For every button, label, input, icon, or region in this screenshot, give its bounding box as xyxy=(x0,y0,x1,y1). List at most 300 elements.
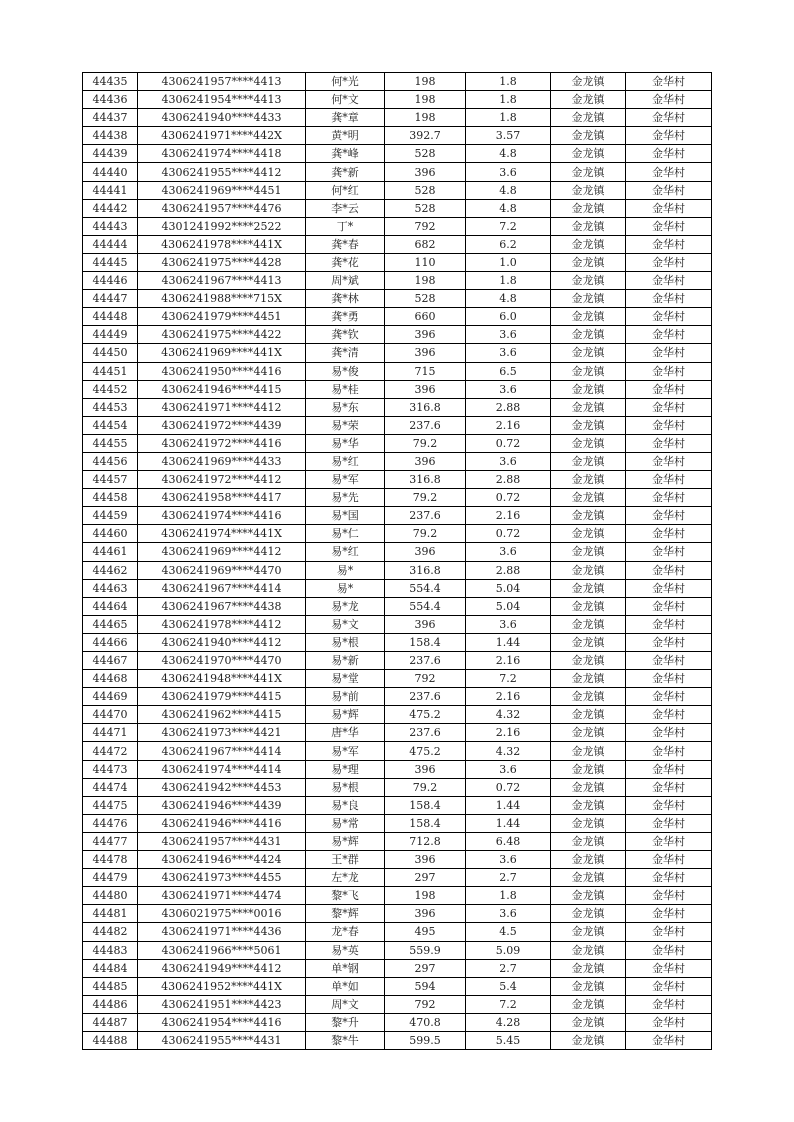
id-number-cell: 4306241988****715X xyxy=(138,290,306,308)
table-row xyxy=(83,796,712,814)
amount-cell: 0.72 xyxy=(466,525,551,543)
id-number-cell: 4306241957****4413 xyxy=(138,73,306,91)
area-cell: 110 xyxy=(385,253,466,271)
area-cell: 396 xyxy=(385,543,466,561)
area-cell: 316.8 xyxy=(385,561,466,579)
amount-cell: 3.57 xyxy=(466,127,551,145)
amount-cell: 2.88 xyxy=(466,398,551,416)
table-row xyxy=(83,362,712,380)
town-cell: 金龙镇 xyxy=(551,362,626,380)
area-cell: 792 xyxy=(385,670,466,688)
town-cell: 金龙镇 xyxy=(551,489,626,507)
table-row xyxy=(83,127,712,145)
amount-cell: 3.6 xyxy=(466,452,551,470)
id-number-cell: 4306241969****4470 xyxy=(138,561,306,579)
table-row xyxy=(83,91,712,109)
table-row xyxy=(83,145,712,163)
village-cell: 金华村 xyxy=(626,543,712,561)
name-cell: 唐*华 xyxy=(306,724,385,742)
row-number-cell: 44440 xyxy=(83,163,138,181)
id-number-cell: 4306241971****442X xyxy=(138,127,306,145)
area-cell: 470.8 xyxy=(385,1013,466,1031)
area-cell: 528 xyxy=(385,199,466,217)
village-cell: 金华村 xyxy=(626,652,712,670)
village-cell: 金华村 xyxy=(626,851,712,869)
name-cell: 易*堂 xyxy=(306,670,385,688)
row-number-cell: 44454 xyxy=(83,416,138,434)
id-number-cell: 4306241948****441X xyxy=(138,670,306,688)
amount-cell: 4.8 xyxy=(466,290,551,308)
row-number-cell: 44481 xyxy=(83,905,138,923)
id-number-cell: 4306241969****4433 xyxy=(138,452,306,470)
table-row xyxy=(83,73,712,91)
table-row xyxy=(83,832,712,850)
amount-cell: 1.8 xyxy=(466,887,551,905)
row-number-cell: 44437 xyxy=(83,109,138,127)
table-row xyxy=(83,706,712,724)
table-row xyxy=(83,471,712,489)
town-cell: 金龙镇 xyxy=(551,398,626,416)
town-cell: 金龙镇 xyxy=(551,416,626,434)
area-cell: 475.2 xyxy=(385,742,466,760)
id-number-cell: 4306241974****4414 xyxy=(138,760,306,778)
area-cell: 79.2 xyxy=(385,525,466,543)
id-number-cell: 4306241958****4417 xyxy=(138,489,306,507)
amount-cell: 4.8 xyxy=(466,199,551,217)
name-cell: 易*前 xyxy=(306,688,385,706)
area-cell: 198 xyxy=(385,272,466,290)
row-number-cell: 44464 xyxy=(83,597,138,615)
table-row xyxy=(83,652,712,670)
amount-cell: 1.44 xyxy=(466,796,551,814)
village-cell: 金华村 xyxy=(626,941,712,959)
table-row xyxy=(83,543,712,561)
village-cell: 金华村 xyxy=(626,362,712,380)
row-number-cell: 44485 xyxy=(83,977,138,995)
name-cell: 易*先 xyxy=(306,489,385,507)
table-row xyxy=(83,615,712,633)
town-cell: 金龙镇 xyxy=(551,434,626,452)
town-cell: 金龙镇 xyxy=(551,73,626,91)
village-cell: 金华村 xyxy=(626,977,712,995)
area-cell: 396 xyxy=(385,344,466,362)
amount-cell: 1.8 xyxy=(466,91,551,109)
name-cell: 龚*花 xyxy=(306,253,385,271)
town-cell: 金龙镇 xyxy=(551,380,626,398)
row-number-cell: 44456 xyxy=(83,452,138,470)
name-cell: 龚*清 xyxy=(306,344,385,362)
town-cell: 金龙镇 xyxy=(551,869,626,887)
table-row xyxy=(83,163,712,181)
name-cell: 何*红 xyxy=(306,181,385,199)
area-cell: 198 xyxy=(385,109,466,127)
village-cell: 金华村 xyxy=(626,290,712,308)
amount-cell: 2.16 xyxy=(466,652,551,670)
amount-cell: 5.45 xyxy=(466,1031,551,1049)
town-cell: 金龙镇 xyxy=(551,525,626,543)
area-cell: 396 xyxy=(385,851,466,869)
town-cell: 金龙镇 xyxy=(551,652,626,670)
village-cell: 金华村 xyxy=(626,434,712,452)
row-number-cell: 44450 xyxy=(83,344,138,362)
area-cell: 712.8 xyxy=(385,832,466,850)
table-row xyxy=(83,326,712,344)
amount-cell: 3.6 xyxy=(466,760,551,778)
amount-cell: 6.0 xyxy=(466,308,551,326)
table-row xyxy=(83,1013,712,1031)
table-row xyxy=(83,597,712,615)
name-cell: 周*文 xyxy=(306,995,385,1013)
area-cell: 554.4 xyxy=(385,579,466,597)
town-cell: 金龙镇 xyxy=(551,452,626,470)
name-cell: 龚*章 xyxy=(306,109,385,127)
name-cell: 易*辉 xyxy=(306,832,385,850)
id-number-cell: 4306241970****4470 xyxy=(138,652,306,670)
town-cell: 金龙镇 xyxy=(551,326,626,344)
amount-cell: 3.6 xyxy=(466,851,551,869)
name-cell: 龚*春 xyxy=(306,235,385,253)
name-cell: 易*华 xyxy=(306,434,385,452)
area-cell: 297 xyxy=(385,869,466,887)
town-cell: 金龙镇 xyxy=(551,905,626,923)
table-row xyxy=(83,434,712,452)
village-cell: 金华村 xyxy=(626,724,712,742)
town-cell: 金龙镇 xyxy=(551,597,626,615)
town-cell: 金龙镇 xyxy=(551,778,626,796)
table-row xyxy=(83,380,712,398)
amount-cell: 3.6 xyxy=(466,326,551,344)
row-number-cell: 44435 xyxy=(83,73,138,91)
table-row xyxy=(83,344,712,362)
village-cell: 金华村 xyxy=(626,887,712,905)
id-number-cell: 4306241972****4412 xyxy=(138,471,306,489)
table-row xyxy=(83,398,712,416)
row-number-cell: 44476 xyxy=(83,814,138,832)
village-cell: 金华村 xyxy=(626,579,712,597)
table-row xyxy=(83,525,712,543)
row-number-cell: 44488 xyxy=(83,1031,138,1049)
name-cell: 龚*峰 xyxy=(306,145,385,163)
name-cell: 易*国 xyxy=(306,507,385,525)
table-row xyxy=(83,579,712,597)
amount-cell: 1.44 xyxy=(466,814,551,832)
table-row xyxy=(83,724,712,742)
row-number-cell: 44487 xyxy=(83,1013,138,1031)
name-cell: 易*根 xyxy=(306,778,385,796)
town-cell: 金龙镇 xyxy=(551,851,626,869)
id-number-cell: 4306241974****4416 xyxy=(138,507,306,525)
name-cell: 丁* xyxy=(306,217,385,235)
table-row xyxy=(83,814,712,832)
amount-cell: 7.2 xyxy=(466,217,551,235)
amount-cell: 3.6 xyxy=(466,344,551,362)
id-number-cell: 4306241940****4412 xyxy=(138,633,306,651)
town-cell: 金龙镇 xyxy=(551,615,626,633)
row-number-cell: 44457 xyxy=(83,471,138,489)
name-cell: 易*军 xyxy=(306,471,385,489)
area-cell: 158.4 xyxy=(385,796,466,814)
area-cell: 198 xyxy=(385,887,466,905)
table-row xyxy=(83,507,712,525)
village-cell: 金华村 xyxy=(626,688,712,706)
row-number-cell: 44449 xyxy=(83,326,138,344)
amount-cell: 5.4 xyxy=(466,977,551,995)
amount-cell: 6.48 xyxy=(466,832,551,850)
amount-cell: 3.6 xyxy=(466,380,551,398)
name-cell: 黎*升 xyxy=(306,1013,385,1031)
name-cell: 李*云 xyxy=(306,199,385,217)
table-body xyxy=(83,73,712,1050)
table-row xyxy=(83,290,712,308)
town-cell: 金龙镇 xyxy=(551,633,626,651)
data-table xyxy=(82,72,712,1050)
name-cell: 何*光 xyxy=(306,73,385,91)
area-cell: 660 xyxy=(385,308,466,326)
village-cell: 金华村 xyxy=(626,959,712,977)
row-number-cell: 44462 xyxy=(83,561,138,579)
town-cell: 金龙镇 xyxy=(551,199,626,217)
area-cell: 237.6 xyxy=(385,507,466,525)
town-cell: 金龙镇 xyxy=(551,814,626,832)
id-number-cell: 4306021975****0016 xyxy=(138,905,306,923)
row-number-cell: 44442 xyxy=(83,199,138,217)
village-cell: 金华村 xyxy=(626,452,712,470)
row-number-cell: 44475 xyxy=(83,796,138,814)
name-cell: 易*辉 xyxy=(306,706,385,724)
table-row xyxy=(83,869,712,887)
amount-cell: 0.72 xyxy=(466,434,551,452)
id-number-cell: 4306241974****4418 xyxy=(138,145,306,163)
name-cell: 单*如 xyxy=(306,977,385,995)
village-cell: 金华村 xyxy=(626,923,712,941)
name-cell: 易*军 xyxy=(306,742,385,760)
id-number-cell: 4306241946****4439 xyxy=(138,796,306,814)
village-cell: 金华村 xyxy=(626,796,712,814)
area-cell: 316.8 xyxy=(385,471,466,489)
id-number-cell: 4306241962****4415 xyxy=(138,706,306,724)
village-cell: 金华村 xyxy=(626,742,712,760)
table-row xyxy=(83,670,712,688)
area-cell: 316.8 xyxy=(385,398,466,416)
amount-cell: 2.16 xyxy=(466,724,551,742)
name-cell: 黎*飞 xyxy=(306,887,385,905)
row-number-cell: 44444 xyxy=(83,235,138,253)
row-number-cell: 44460 xyxy=(83,525,138,543)
name-cell: 龚*钦 xyxy=(306,326,385,344)
town-cell: 金龙镇 xyxy=(551,760,626,778)
table-row xyxy=(83,851,712,869)
table-row xyxy=(83,887,712,905)
amount-cell: 3.6 xyxy=(466,543,551,561)
area-cell: 237.6 xyxy=(385,724,466,742)
area-cell: 682 xyxy=(385,235,466,253)
amount-cell: 3.6 xyxy=(466,615,551,633)
area-cell: 396 xyxy=(385,905,466,923)
id-number-cell: 4306241969****4451 xyxy=(138,181,306,199)
amount-cell: 5.09 xyxy=(466,941,551,959)
area-cell: 396 xyxy=(385,380,466,398)
name-cell: 易*常 xyxy=(306,814,385,832)
id-number-cell: 4306241951****4423 xyxy=(138,995,306,1013)
area-cell: 528 xyxy=(385,181,466,199)
area-cell: 594 xyxy=(385,977,466,995)
area-cell: 792 xyxy=(385,217,466,235)
id-number-cell: 4306241975****4428 xyxy=(138,253,306,271)
table-row xyxy=(83,995,712,1013)
town-cell: 金龙镇 xyxy=(551,91,626,109)
village-cell: 金华村 xyxy=(626,995,712,1013)
name-cell: 易* xyxy=(306,561,385,579)
area-cell: 528 xyxy=(385,290,466,308)
id-number-cell: 4306241969****4412 xyxy=(138,543,306,561)
amount-cell: 1.44 xyxy=(466,633,551,651)
row-number-cell: 44478 xyxy=(83,851,138,869)
id-number-cell: 4306241955****4431 xyxy=(138,1031,306,1049)
town-cell: 金龙镇 xyxy=(551,471,626,489)
town-cell: 金龙镇 xyxy=(551,977,626,995)
id-number-cell: 4306241973****4455 xyxy=(138,869,306,887)
village-cell: 金华村 xyxy=(626,1013,712,1031)
area-cell: 198 xyxy=(385,73,466,91)
area-cell: 79.2 xyxy=(385,489,466,507)
row-number-cell: 44448 xyxy=(83,308,138,326)
id-number-cell: 4306241946****4424 xyxy=(138,851,306,869)
town-cell: 金龙镇 xyxy=(551,941,626,959)
name-cell: 易*俊 xyxy=(306,362,385,380)
id-number-cell: 4306241952****441X xyxy=(138,977,306,995)
table-row xyxy=(83,199,712,217)
id-number-cell: 4306241950****4416 xyxy=(138,362,306,380)
name-cell: 易*荣 xyxy=(306,416,385,434)
area-cell: 396 xyxy=(385,615,466,633)
name-cell: 黄*明 xyxy=(306,127,385,145)
village-cell: 金华村 xyxy=(626,235,712,253)
town-cell: 金龙镇 xyxy=(551,217,626,235)
table-row xyxy=(83,253,712,271)
table-row xyxy=(83,489,712,507)
table-row xyxy=(83,959,712,977)
table-row xyxy=(83,923,712,941)
village-cell: 金华村 xyxy=(626,905,712,923)
row-number-cell: 44480 xyxy=(83,887,138,905)
village-cell: 金华村 xyxy=(626,561,712,579)
amount-cell: 1.8 xyxy=(466,109,551,127)
amount-cell: 2.7 xyxy=(466,869,551,887)
village-cell: 金华村 xyxy=(626,272,712,290)
village-cell: 金华村 xyxy=(626,145,712,163)
town-cell: 金龙镇 xyxy=(551,290,626,308)
name-cell: 易*东 xyxy=(306,398,385,416)
village-cell: 金华村 xyxy=(626,199,712,217)
village-cell: 金华村 xyxy=(626,525,712,543)
town-cell: 金龙镇 xyxy=(551,181,626,199)
village-cell: 金华村 xyxy=(626,507,712,525)
village-cell: 金华村 xyxy=(626,181,712,199)
town-cell: 金龙镇 xyxy=(551,507,626,525)
town-cell: 金龙镇 xyxy=(551,688,626,706)
row-number-cell: 44451 xyxy=(83,362,138,380)
table-row xyxy=(83,688,712,706)
id-number-cell: 4306241967****4414 xyxy=(138,742,306,760)
amount-cell: 1.8 xyxy=(466,73,551,91)
id-number-cell: 4306241978****441X xyxy=(138,235,306,253)
id-number-cell: 4306241972****4416 xyxy=(138,434,306,452)
village-cell: 金华村 xyxy=(626,73,712,91)
village-cell: 金华村 xyxy=(626,670,712,688)
name-cell: 易*红 xyxy=(306,452,385,470)
name-cell: 黎*牛 xyxy=(306,1031,385,1049)
town-cell: 金龙镇 xyxy=(551,832,626,850)
village-cell: 金华村 xyxy=(626,597,712,615)
row-number-cell: 44453 xyxy=(83,398,138,416)
village-cell: 金华村 xyxy=(626,832,712,850)
amount-cell: 7.2 xyxy=(466,995,551,1013)
id-number-cell: 4306241971****4474 xyxy=(138,887,306,905)
row-number-cell: 44484 xyxy=(83,959,138,977)
village-cell: 金华村 xyxy=(626,380,712,398)
name-cell: 易*根 xyxy=(306,633,385,651)
town-cell: 金龙镇 xyxy=(551,887,626,905)
table-row xyxy=(83,452,712,470)
table-row xyxy=(83,235,712,253)
id-number-cell: 4306241971****4436 xyxy=(138,923,306,941)
table-row xyxy=(83,778,712,796)
amount-cell: 4.8 xyxy=(466,181,551,199)
row-number-cell: 44469 xyxy=(83,688,138,706)
table-row xyxy=(83,561,712,579)
table-row xyxy=(83,760,712,778)
id-number-cell: 4306241967****4414 xyxy=(138,579,306,597)
area-cell: 528 xyxy=(385,145,466,163)
name-cell: 易*良 xyxy=(306,796,385,814)
name-cell: 易*新 xyxy=(306,652,385,670)
area-cell: 158.4 xyxy=(385,633,466,651)
row-number-cell: 44441 xyxy=(83,181,138,199)
village-cell: 金华村 xyxy=(626,217,712,235)
name-cell: 龚*勇 xyxy=(306,308,385,326)
row-number-cell: 44458 xyxy=(83,489,138,507)
area-cell: 79.2 xyxy=(385,434,466,452)
row-number-cell: 44466 xyxy=(83,633,138,651)
town-cell: 金龙镇 xyxy=(551,145,626,163)
id-number-cell: 4306241940****4433 xyxy=(138,109,306,127)
town-cell: 金龙镇 xyxy=(551,670,626,688)
village-cell: 金华村 xyxy=(626,127,712,145)
id-number-cell: 4306241955****4412 xyxy=(138,163,306,181)
village-cell: 金华村 xyxy=(626,1031,712,1049)
name-cell: 易*英 xyxy=(306,941,385,959)
name-cell: 黎*辉 xyxy=(306,905,385,923)
village-cell: 金华村 xyxy=(626,471,712,489)
name-cell: 单*钢 xyxy=(306,959,385,977)
row-number-cell: 44482 xyxy=(83,923,138,941)
area-cell: 495 xyxy=(385,923,466,941)
amount-cell: 0.72 xyxy=(466,778,551,796)
amount-cell: 4.32 xyxy=(466,742,551,760)
amount-cell: 2.88 xyxy=(466,561,551,579)
row-number-cell: 44455 xyxy=(83,434,138,452)
id-number-cell: 4306241972****4439 xyxy=(138,416,306,434)
id-number-cell: 4306241949****4412 xyxy=(138,959,306,977)
village-cell: 金华村 xyxy=(626,398,712,416)
row-number-cell: 44474 xyxy=(83,778,138,796)
area-cell: 297 xyxy=(385,959,466,977)
table-row xyxy=(83,308,712,326)
row-number-cell: 44472 xyxy=(83,742,138,760)
town-cell: 金龙镇 xyxy=(551,163,626,181)
row-number-cell: 44445 xyxy=(83,253,138,271)
id-number-cell: 4306241974****441X xyxy=(138,525,306,543)
